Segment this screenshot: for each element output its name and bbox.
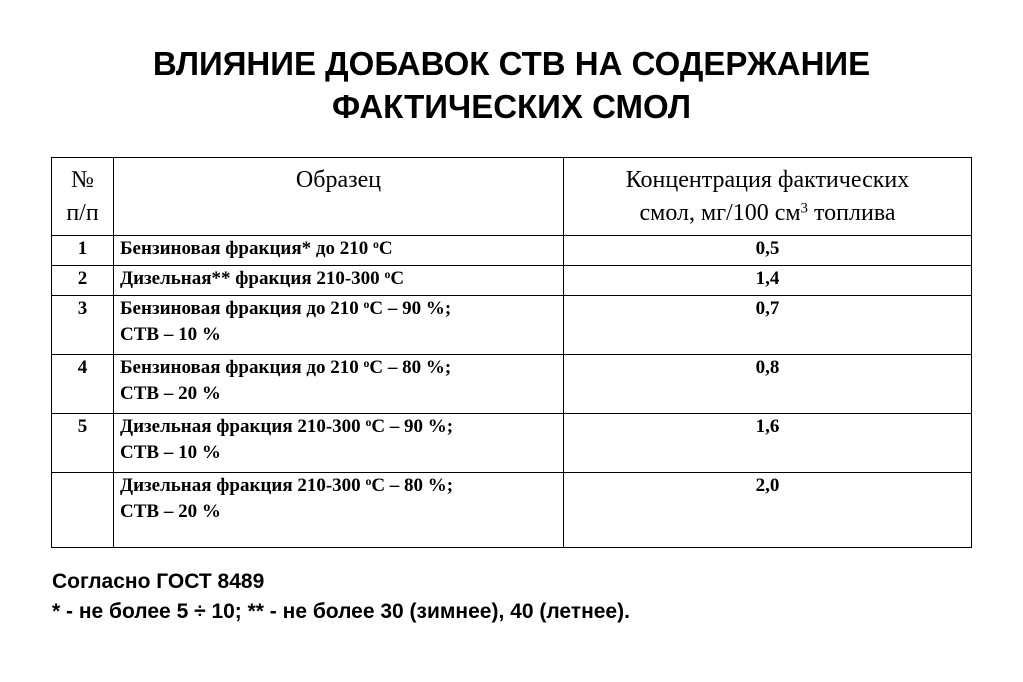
title-line-2: ФАКТИЧЕСКИХ СМОЛ xyxy=(332,88,691,125)
resin-content-table xyxy=(51,157,972,548)
table-row xyxy=(52,296,972,355)
footnote-limits: * - не более 5 ÷ 10; ** - не более 30 (зимнее), 40 (летнее). xyxy=(52,600,630,623)
row-value: 2,0 xyxy=(564,473,972,548)
row-sample-line-2: СТВ – 10 % xyxy=(120,442,221,463)
header-concentration xyxy=(564,158,972,236)
row-sample-text-end: С – 80 %; xyxy=(371,475,454,496)
row-sample-line-1 xyxy=(120,296,557,322)
title-line-1: ВЛИЯНИЕ ДОБАВОК СТВ НА СОДЕРЖАНИЕ xyxy=(152,45,871,82)
row-number: 1 xyxy=(52,236,114,266)
row-sample xyxy=(114,473,564,548)
degree-mark: о xyxy=(363,357,370,371)
row-sample-text: Дизельная фракция 210-300 xyxy=(120,475,366,496)
row-value: 0,8 xyxy=(564,355,972,414)
degree-mark: о xyxy=(365,475,372,489)
row-sample-text-end: С xyxy=(378,238,393,259)
row-number: 5 xyxy=(52,414,114,473)
page-title xyxy=(0,42,1023,128)
header-concentration-suffix: топлива xyxy=(807,200,896,226)
row-sample-text-end: С – 90 %; xyxy=(369,298,452,319)
table-row xyxy=(52,355,972,414)
degree-mark: о xyxy=(365,416,372,430)
row-sample xyxy=(114,266,564,296)
row-sample-text-end: С – 90 %; xyxy=(371,416,454,437)
row-sample-text: Дизельная фракция 210-300 xyxy=(120,416,366,437)
row-sample xyxy=(114,296,564,355)
row-sample-text: Дизельная** фракция 210-300 xyxy=(120,268,385,289)
row-sample xyxy=(114,355,564,414)
row-sample-line-1 xyxy=(120,236,557,262)
row-number: 4 xyxy=(52,355,114,414)
row-sample-text: Бензиновая фракция* до 210 xyxy=(120,238,373,259)
row-sample xyxy=(114,236,564,266)
row-number xyxy=(52,473,114,548)
row-value: 0,7 xyxy=(564,296,972,355)
row-sample-line-2: СТВ – 20 % xyxy=(120,383,221,404)
header-number xyxy=(52,158,114,236)
row-sample-text-end: С xyxy=(390,268,405,289)
header-number-line-1: № xyxy=(71,167,94,193)
row-sample xyxy=(114,414,564,473)
table-row xyxy=(52,266,972,296)
row-value: 1,6 xyxy=(564,414,972,473)
row-sample-text-end: С – 80 %; xyxy=(369,357,452,378)
row-number: 2 xyxy=(52,266,114,296)
row-number: 3 xyxy=(52,296,114,355)
degree-mark: о xyxy=(363,298,370,312)
row-sample-line-1 xyxy=(120,473,557,499)
degree-mark: о xyxy=(384,268,391,282)
standard-note: Согласно ГОСТ 8489 xyxy=(52,570,265,593)
table-row xyxy=(52,414,972,473)
header-concentration-line-2 xyxy=(570,197,965,230)
header-concentration-unit: смол, мг/100 см xyxy=(639,200,801,226)
header-concentration-line-1: Концентрация фактических xyxy=(625,167,910,193)
row-sample-line-1 xyxy=(120,266,557,292)
row-sample-line-2: СТВ – 20 % xyxy=(120,501,221,522)
row-value: 0,5 xyxy=(564,236,972,266)
row-sample-text: Бензиновая фракция до 210 xyxy=(120,357,364,378)
row-sample-line-2: СТВ – 10 % xyxy=(120,324,221,345)
row-value: 1,4 xyxy=(564,266,972,296)
header-concentration-exponent: 3 xyxy=(800,200,808,217)
header-sample: Образец xyxy=(114,158,564,236)
row-sample-text: Бензиновая фракция до 210 xyxy=(120,298,364,319)
table-header-row xyxy=(52,158,972,236)
row-sample-line-1 xyxy=(120,355,557,381)
degree-mark: о xyxy=(372,238,379,252)
table-row xyxy=(52,473,972,548)
table-row xyxy=(52,236,972,266)
row-sample-line-1 xyxy=(120,414,557,440)
header-number-line-2: п/п xyxy=(66,200,99,226)
